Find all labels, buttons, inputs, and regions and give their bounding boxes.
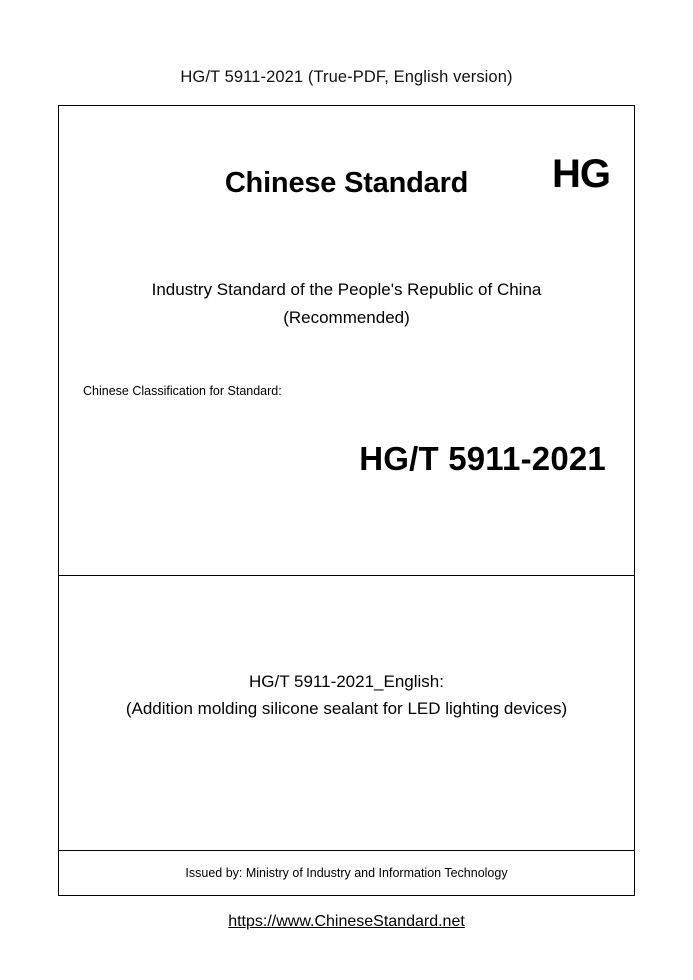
english-title-line-1: HG/T 5911-2021_English: <box>248 672 444 691</box>
subtitle-line-1: Industry Standard of the People's Republic of China <box>151 280 542 299</box>
hg-mark-label: HG <box>552 152 610 196</box>
cover-middle-section <box>59 576 634 851</box>
cover-upper-section <box>59 106 634 576</box>
title-row <box>81 152 612 210</box>
website-link[interactable]: https://www.ChineseStandard.net <box>228 913 465 930</box>
cover-footer-section <box>59 851 634 895</box>
classification-label: Chinese Classification for Standard: <box>83 384 282 399</box>
standard-number: HG/T 5911-2021 <box>359 440 606 478</box>
subtitle-line-2: (Recommended) <box>283 308 410 328</box>
issued-by-label: Issued by: Ministry of Industry and Information Technology <box>185 866 508 880</box>
standard-cover-box <box>58 105 635 896</box>
page-title: HG/T 5911-2021 (True-PDF, English version) <box>180 68 513 86</box>
english-title-line-2: (Addition molding silicone sealant for LED lighting devices) <box>125 699 568 719</box>
english-title-block <box>126 668 567 722</box>
standard-title: Chinese Standard <box>224 166 469 199</box>
subtitle-block <box>81 276 612 332</box>
